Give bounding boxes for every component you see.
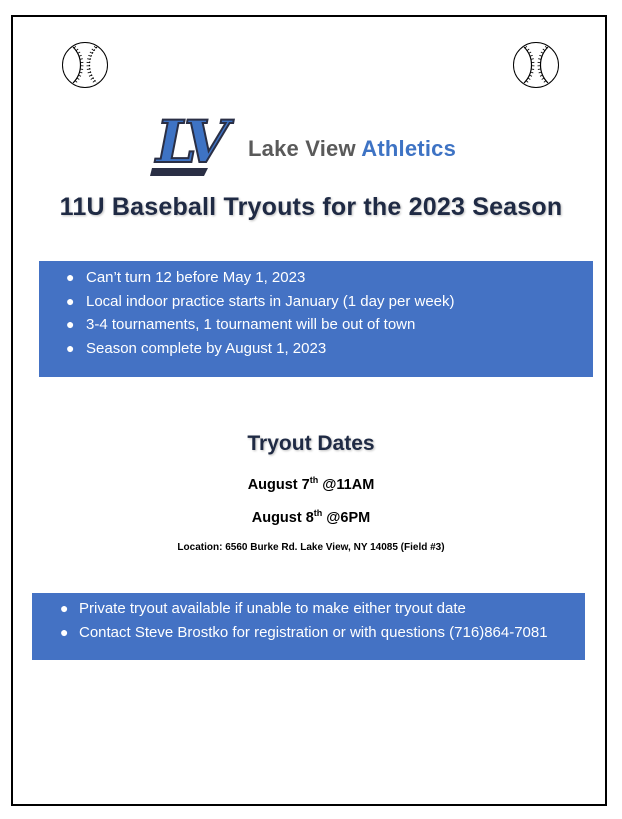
bullet-icon: ● (60, 623, 69, 640)
info-panel (39, 261, 593, 377)
bullet-icon: ● (66, 339, 75, 356)
bullet-icon: ● (66, 269, 75, 285)
lv-monogram-icon (150, 102, 246, 178)
logo-word-lake-view: Lake View (248, 136, 356, 161)
info-item: ● Can’t turn 12 before May 1, 2023 (39, 266, 593, 290)
logo-word-athletics: Athletics (361, 136, 457, 161)
baseball-icon (513, 42, 559, 88)
tryout-date: August 7th @11AM (247, 475, 375, 493)
lake-view-logo (150, 102, 480, 180)
tryout-location: Location: 6560 Burke Rd. Lake View, NY 14085 (Field #3) (177, 542, 445, 553)
bullet-icon: ● (60, 600, 69, 616)
lv-monogram-text: LV (156, 108, 223, 176)
logo-wordmark (248, 136, 456, 162)
info-item: ● Local indoor practice starts in January (1 day per week) (39, 290, 593, 314)
tryout-dates-heading: Tryout Dates (247, 432, 375, 455)
bullet-icon: ● (66, 316, 75, 332)
baseball-icon (62, 42, 108, 88)
info-item: ● Season complete by August 1, 2023 (39, 337, 593, 361)
page-title: 11U Baseball Tryouts for the 2023 Season (59, 193, 563, 221)
contact-item: ● Contact Steve Brostko for registration or with questions (716)864-7081 (32, 621, 585, 645)
contact-panel (32, 593, 585, 660)
tryout-date: August 8th @6PM (251, 508, 371, 526)
info-item: ● 3-4 tournaments, 1 tournament will be out of town (39, 313, 593, 337)
contact-item: ● Private tryout available if unable to make either tryout date (32, 597, 585, 621)
bullet-icon: ● (66, 292, 75, 309)
